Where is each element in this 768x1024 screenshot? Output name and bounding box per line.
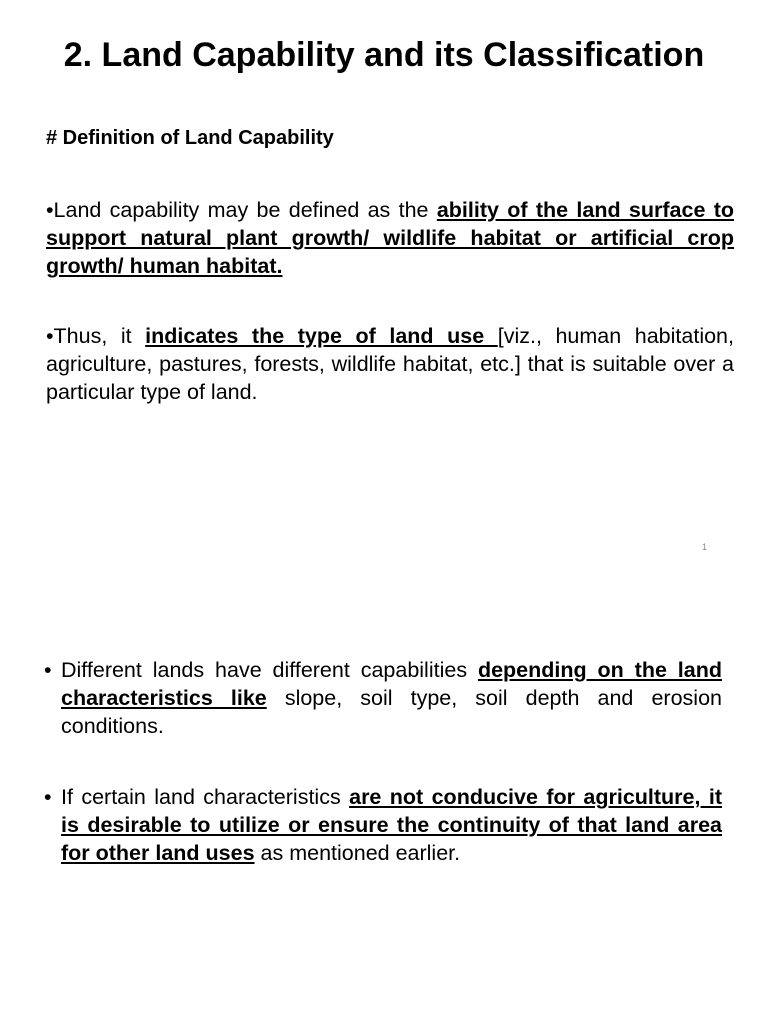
bullet-suffix: slope, soil type, soil depth and erosion conditions. <box>61 686 722 738</box>
definition-paragraph <box>46 196 734 280</box>
land-use-prefix: Thus, it <box>53 324 146 348</box>
definition-emphasis: ability of the land surface to support natural plant growth/ wildlife habitat or artificial crop growth/ human habitat. <box>46 198 734 278</box>
page-number: 1 <box>702 542 708 552</box>
list-item <box>44 656 722 740</box>
list-item <box>44 783 722 867</box>
bullet-glyph: • <box>44 658 52 682</box>
bullet-prefix: If certain land characteristics <box>61 785 350 809</box>
bullet-emphasis: depending on the land characteristics like <box>61 658 722 710</box>
bullet-prefix: Different lands have different capabilities <box>61 658 478 682</box>
bullet-list <box>44 656 722 910</box>
definition-text: Land capability may be defined as the <box>53 198 437 222</box>
land-use-paragraph <box>46 322 734 406</box>
bullet-glyph: • <box>46 198 54 222</box>
bullet-suffix: as mentioned earlier. <box>254 841 461 865</box>
bullet-emphasis: are not conducive for agriculture, it is desirable to utilize or ensure the continuity of that land area for other land uses <box>61 785 722 865</box>
slide-title: 2. Land Capability and its Classification <box>63 36 705 74</box>
land-use-suffix: [viz., human habitation, agriculture, pastures, forests, wildlife habitat, etc.] that is suitable over a particular type of land. <box>46 324 734 404</box>
section-heading: # Definition of Land Capability <box>46 127 334 149</box>
bullet-glyph: • <box>46 324 54 348</box>
bullet-glyph: • <box>44 785 52 809</box>
land-use-emphasis: indicates the type of land use <box>145 324 498 348</box>
slide-2 <box>0 512 768 1024</box>
